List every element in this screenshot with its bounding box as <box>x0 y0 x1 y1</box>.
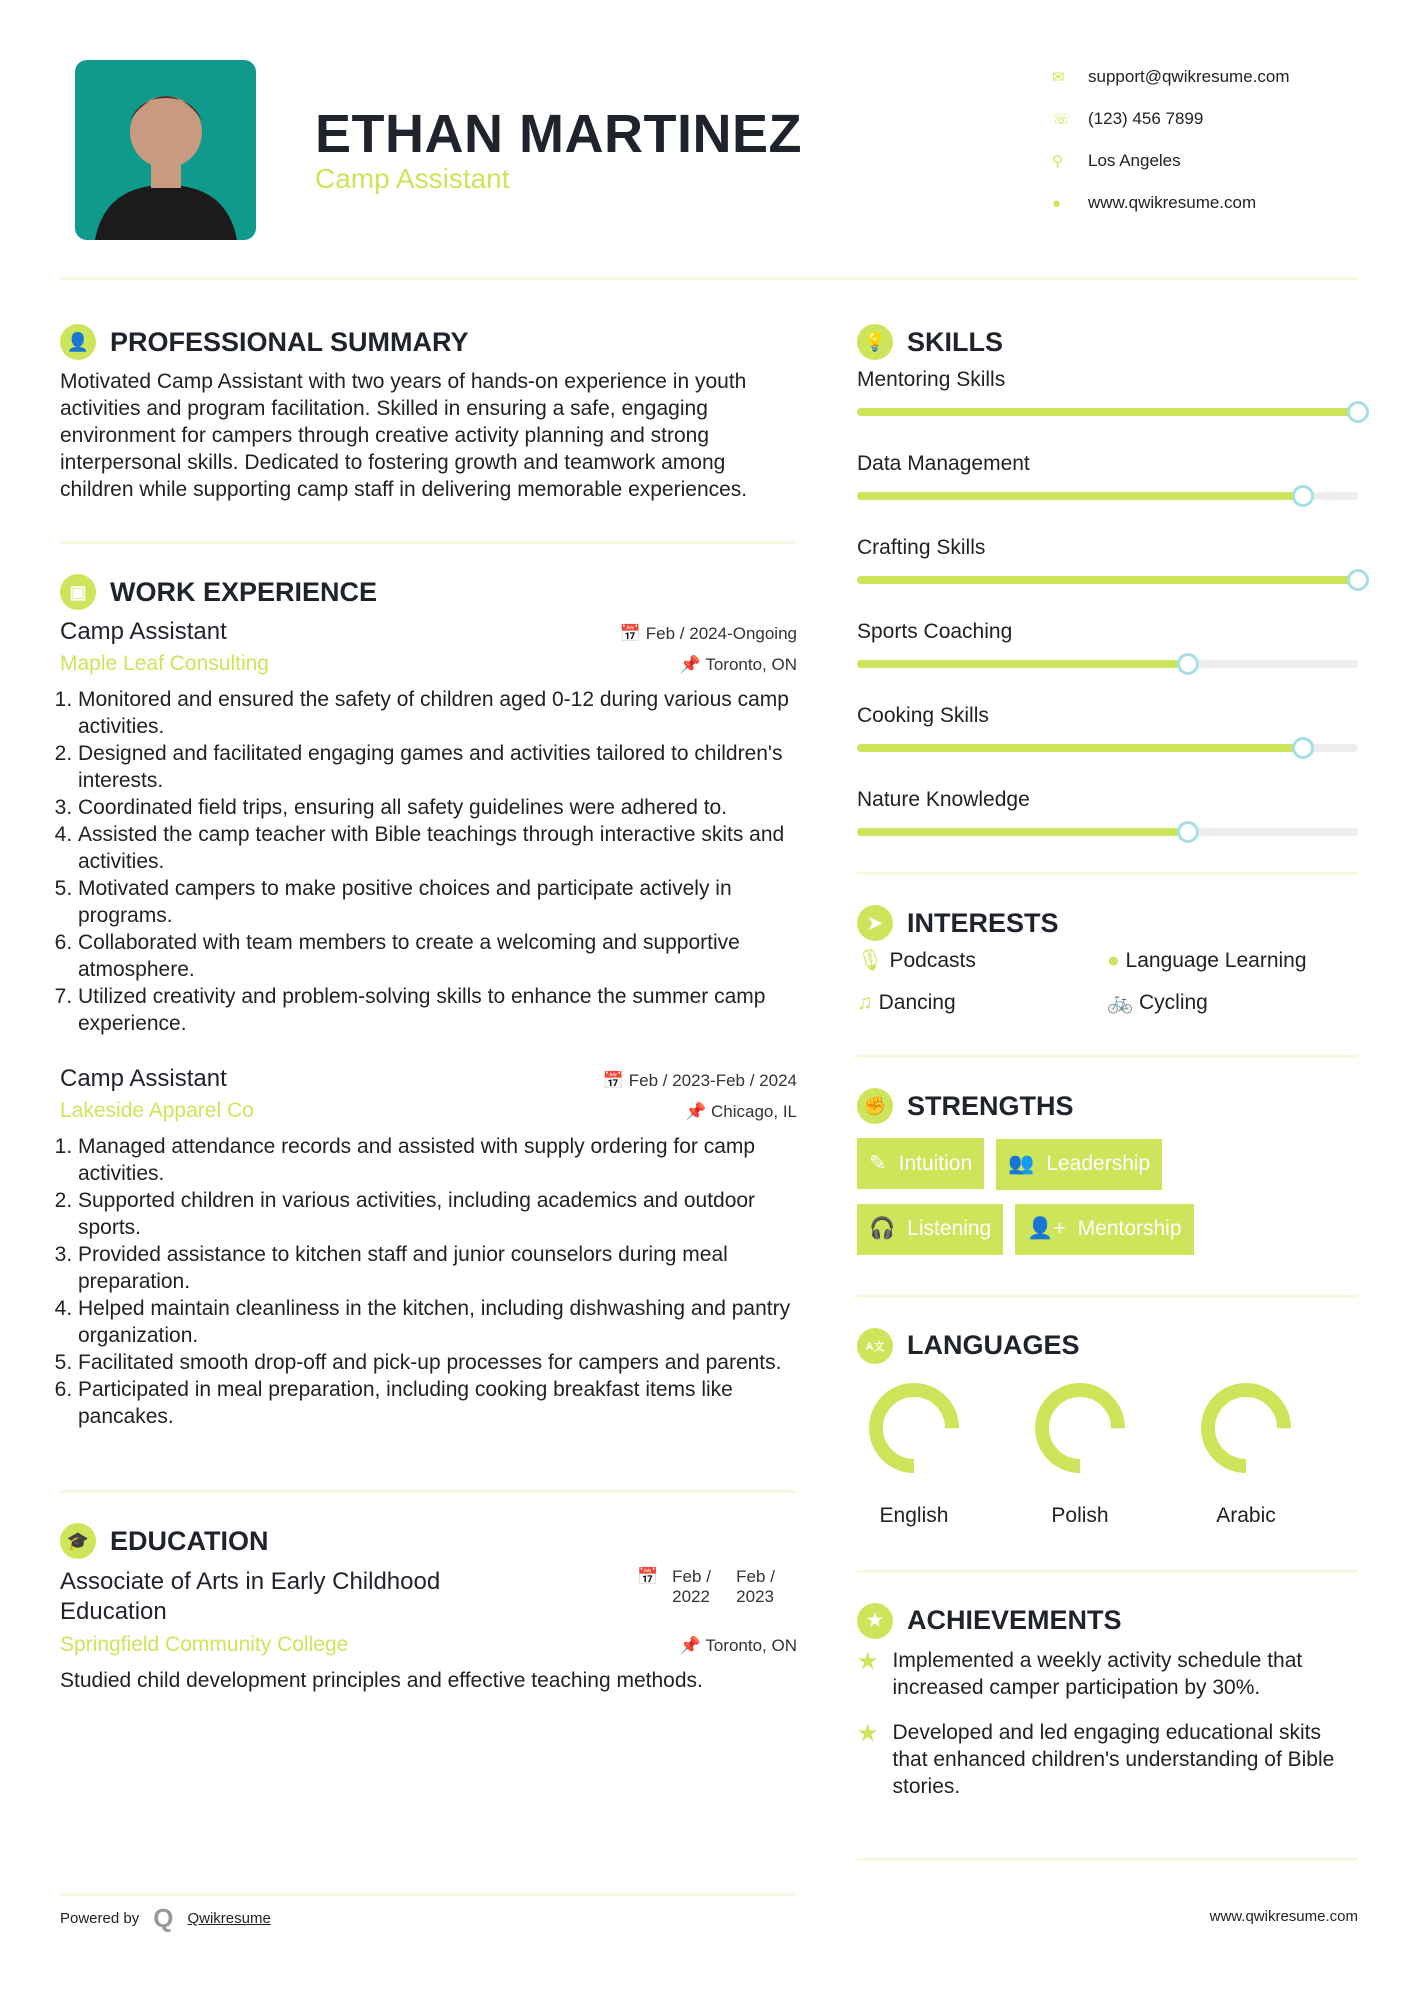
skill-fill <box>857 408 1358 416</box>
skill-fill <box>857 576 1358 584</box>
interest-item <box>857 949 1107 973</box>
achievements <box>857 1603 1358 1800</box>
contact-list <box>1052 56 1290 224</box>
job-dates <box>620 624 797 644</box>
section-heading: ACHIEVEMENTS <box>907 1605 1122 1635</box>
skill-bar <box>857 408 1358 416</box>
skill-item <box>857 536 1358 584</box>
list-item: 4. Helped maintain cleanliness in the kitchen, including dishwashing and pantry organization. <box>78 1295 797 1349</box>
interest-label: Language Learning <box>1125 949 1307 972</box>
section-heading: LANGUAGES <box>907 1330 1080 1360</box>
pin-icon: 📌 <box>685 1102 711 1121</box>
list-item: 2. Supported children in various activities, including academics and outdoor sports. <box>78 1187 797 1241</box>
interest-label: Podcasts <box>889 949 976 972</box>
location-text: Toronto, ON <box>705 655 797 674</box>
section-heading: EDUCATION <box>110 1525 269 1556</box>
list-item: 4. Assisted the camp teacher with Bible teachings through interactive skits and activities. <box>78 821 797 875</box>
candidate-title: Camp Assistant <box>315 163 510 194</box>
interest-label: Cycling <box>1138 991 1208 1014</box>
divider <box>60 1490 797 1493</box>
interest-item <box>857 991 1107 1015</box>
job-location <box>685 1102 797 1122</box>
job-title: Camp Assistant <box>60 618 227 645</box>
brand-link[interactable]: Qwikresume <box>187 1910 271 1927</box>
skill-knob <box>1347 401 1369 423</box>
skill-name: Cooking Skills <box>857 704 989 727</box>
phone-icon: ☏ <box>1052 111 1071 128</box>
qwikresume-logo-icon: Q <box>153 1903 174 1933</box>
edu-location <box>680 1636 797 1656</box>
language-ring <box>864 1378 964 1478</box>
language-item <box>859 1378 969 1528</box>
list-item: 5. Facilitated smooth drop-off and pick-up processes for campers and parents. <box>78 1349 797 1376</box>
job-duties <box>60 686 797 1037</box>
star-badge-icon: ★ <box>857 1603 893 1639</box>
profile-photo <box>75 60 256 240</box>
paper-plane-icon: ➤ <box>857 905 893 941</box>
star-icon: ★ <box>857 1647 879 1675</box>
achievement-item <box>857 1719 1358 1800</box>
skill-item <box>857 452 1358 500</box>
language-item <box>1191 1378 1301 1528</box>
interest-label: Dancing <box>878 991 956 1014</box>
divider <box>60 1893 797 1896</box>
briefcase-icon: ▣ <box>60 574 96 610</box>
school-name: Springfield Community College <box>60 1633 349 1656</box>
divider <box>857 1570 1358 1573</box>
edu-dates <box>637 1567 797 1607</box>
user-plus-icon: 👤+ <box>1027 1217 1066 1240</box>
list-item: 1. Managed attendance records and assisted with supply ordering for camp activities. <box>78 1133 797 1187</box>
magic-wand-icon: ✎ <box>869 1152 887 1175</box>
interests <box>857 905 1358 1015</box>
divider <box>857 872 1358 875</box>
skill-name: Mentoring Skills <box>857 368 1006 391</box>
strength-tag <box>996 1139 1162 1190</box>
pin-icon: 📌 <box>679 1636 706 1655</box>
job-entry <box>60 1065 797 1430</box>
list-item: 5. Motivated campers to make positive choices and participate actively in programs. <box>78 875 797 929</box>
bicycle-icon: 🚲 <box>1107 991 1139 1014</box>
date-text: Feb / 2024-Ongoing <box>645 624 797 643</box>
job-dates <box>603 1071 797 1091</box>
list-item: 1. Monitored and ensured the safety of children aged 0-12 during various camp activities. <box>78 686 797 740</box>
strength-label: Leadership <box>1046 1152 1151 1175</box>
education <box>60 1523 797 1694</box>
section-heading: WORK EXPERIENCE <box>110 576 378 607</box>
contact-phone[interactable] <box>1052 98 1290 140</box>
skill-name: Nature Knowledge <box>857 788 1030 811</box>
globe-icon: ● <box>1052 194 1062 212</box>
left-column <box>60 324 797 1694</box>
footer-url[interactable]: www.qwikresume.com <box>1209 1908 1358 1925</box>
language-item <box>1025 1378 1135 1528</box>
user-icon: 👤 <box>60 324 96 360</box>
language-name: Arabic <box>1216 1503 1276 1527</box>
skill-knob <box>1177 821 1199 843</box>
language-ring <box>1030 1378 1130 1478</box>
users-icon: 👥 <box>1008 1152 1035 1175</box>
summary-text: Motivated Camp Assistant with two years of hands-on experience in youth activities and program facilitation. Skilled in ensuring a safe, engaging environment for campers through creative activity planning and strong interpersonal skills. Dedicated to fostering growth and teamwork among children while supporting camp staff in delivering memorable experiences. <box>60 370 748 501</box>
mail-icon: ✉ <box>1052 69 1065 86</box>
skill-item <box>857 788 1358 836</box>
contact-website[interactable] <box>1052 182 1290 224</box>
company-name: Maple Leaf Consulting <box>60 652 269 675</box>
skill-knob <box>1347 569 1369 591</box>
interest-item <box>1107 949 1357 973</box>
divider <box>857 1858 1358 1861</box>
skill-fill <box>857 660 1188 668</box>
map-pin-icon: ⚲ <box>1052 153 1063 170</box>
contact-text: www.qwikresume.com <box>1088 193 1257 212</box>
skills <box>857 324 1358 836</box>
headphones-icon: 🎧 <box>869 1217 896 1240</box>
education-text: Studied child development principles and effective teaching methods. <box>60 1669 703 1692</box>
company-name: Lakeside Apparel Co <box>60 1099 254 1122</box>
language-name: English <box>879 1503 949 1527</box>
microphone-icon: 🎙 <box>857 949 890 972</box>
skill-item <box>857 704 1358 752</box>
start-date: Feb / 2022 <box>672 1567 711 1606</box>
achievement-text: Implemented a weekly activity schedule that increased camper participation by 30%. <box>892 1648 1303 1699</box>
candidate-name: ETHAN MARTINEZ <box>315 104 802 164</box>
strength-tag <box>857 1204 1003 1255</box>
skill-item <box>857 620 1358 668</box>
skill-bar <box>857 828 1358 836</box>
fist-icon: ✊ <box>857 1088 893 1124</box>
strengths <box>857 1088 1358 1269</box>
pin-icon: 📌 <box>679 655 706 674</box>
job-entry <box>60 618 797 1037</box>
skill-fill <box>857 492 1303 500</box>
job-title: Camp Assistant <box>60 1065 227 1092</box>
contact-text: support@qwikresume.com <box>1088 67 1290 86</box>
skill-bar <box>857 492 1358 500</box>
divider <box>60 541 797 544</box>
language-ring <box>1196 1378 1296 1478</box>
language-name: Polish <box>1051 1503 1109 1527</box>
list-item: 7. Utilized creativity and problem-solving skills to enhance the summer camp experience. <box>78 983 797 1037</box>
contact-text: Los Angeles <box>1088 151 1181 170</box>
strength-label: Listening <box>907 1217 992 1240</box>
location-text: Toronto, ON <box>705 1636 797 1655</box>
skill-bar <box>857 744 1358 752</box>
divider <box>857 1055 1358 1058</box>
interest-item <box>1107 991 1357 1015</box>
skill-knob <box>1177 653 1199 675</box>
music-icon: ♫ <box>857 991 879 1014</box>
professional-summary <box>60 324 797 503</box>
job-location <box>680 655 797 675</box>
degree-title: Associate of Arts in Early Childhood Education <box>60 1568 441 1625</box>
star-icon: ★ <box>857 1719 879 1747</box>
strength-tag <box>1015 1204 1193 1255</box>
footer-powered <box>60 1903 271 1934</box>
list-item: 6. Participated in meal preparation, including cooking breakfast items like pancakes. <box>78 1376 797 1430</box>
skill-name: Data Management <box>857 452 1030 475</box>
skill-fill <box>857 828 1188 836</box>
section-heading: INTERESTS <box>907 907 1059 938</box>
contact-location <box>1052 140 1290 182</box>
skill-item <box>857 368 1358 416</box>
powered-by-text: Powered by <box>60 1910 140 1927</box>
strength-label: Mentorship <box>1077 1217 1182 1240</box>
list-item: 6. Collaborated with team members to create a welcoming and supportive atmosphere. <box>78 929 797 983</box>
calendar-icon: 📅 <box>602 1071 629 1090</box>
lightbulb-icon: 💡 <box>857 324 893 360</box>
location-text: Chicago, IL <box>711 1102 797 1121</box>
calendar-icon: 📅 <box>637 1567 659 1586</box>
section-heading: SKILLS <box>907 326 1004 357</box>
work-experience <box>60 574 797 1430</box>
translate-icon: A文 <box>857 1328 893 1364</box>
list-item: 3. Provided assistance to kitchen staff and junior counselors during meal preparation. <box>78 1241 797 1295</box>
contact-email[interactable] <box>1052 56 1290 98</box>
skill-bar <box>857 576 1358 584</box>
strength-label: Intuition <box>898 1151 973 1175</box>
job-duties <box>60 1133 797 1430</box>
divider <box>857 1295 1358 1298</box>
skill-bar <box>857 660 1358 668</box>
strength-tag <box>857 1138 984 1189</box>
languages <box>857 1328 1358 1528</box>
right-column <box>857 324 1358 1800</box>
date-text: Feb / 2023-Feb / 2024 <box>628 1071 797 1090</box>
skill-fill <box>857 744 1303 752</box>
contact-text: (123) 456 7899 <box>1088 109 1204 128</box>
skill-knob <box>1292 485 1314 507</box>
skill-knob <box>1292 737 1314 759</box>
list-item: 3. Coordinated field trips, ensuring all safety guidelines were adhered to. <box>78 794 797 821</box>
globe-icon: ● <box>1107 949 1126 972</box>
end-date: Feb / 2023 <box>736 1567 775 1606</box>
achievement-item <box>857 1647 1358 1701</box>
divider <box>60 277 1358 280</box>
calendar-icon: 📅 <box>619 624 646 643</box>
section-heading: STRENGTHS <box>907 1090 1074 1121</box>
skill-name: Crafting Skills <box>857 536 986 559</box>
section-heading: PROFESSIONAL SUMMARY <box>110 326 469 357</box>
graduation-icon: 🎓 <box>60 1523 96 1559</box>
skill-name: Sports Coaching <box>857 620 1013 643</box>
list-item: 2. Designed and facilitated engaging games and activities tailored to children's interests. <box>78 740 797 794</box>
achievement-text: Developed and led engaging educational skits that enhanced children's understanding of Bible stories. <box>892 1720 1335 1798</box>
